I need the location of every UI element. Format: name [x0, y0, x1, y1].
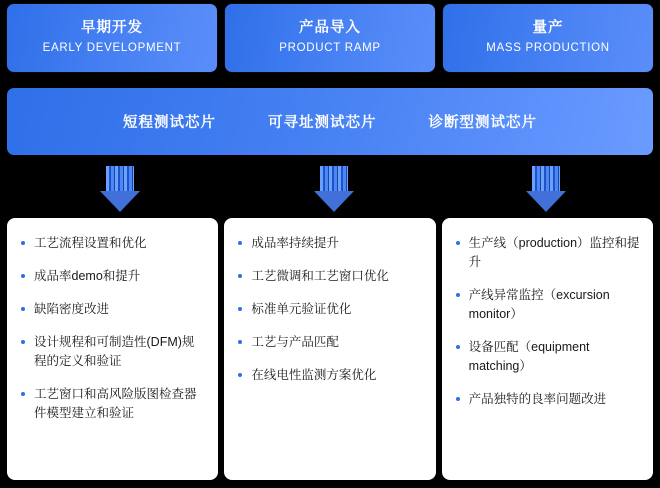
- list-item: 在线电性监测方案优化: [236, 366, 423, 385]
- list-item: 产品独特的良率问题改进: [454, 390, 641, 409]
- detail-list: [236, 234, 423, 385]
- list-item: 工艺与产品匹配: [236, 333, 423, 352]
- detail-card-product-ramp: [224, 218, 435, 480]
- phase-mass-production: [443, 4, 653, 72]
- list-item: 设计规程和可制造性(DFM)规程的定义和验证: [19, 333, 206, 371]
- phase-early-development: [7, 4, 217, 72]
- arrow-shaft: [532, 166, 560, 192]
- list-item: 缺陷密度改进: [19, 300, 206, 319]
- arrow-shaft: [106, 166, 134, 192]
- detail-card-early-development: [7, 218, 218, 480]
- list-item: 工艺微调和工艺窗口优化: [236, 267, 423, 286]
- down-arrow-icon: [526, 166, 566, 212]
- banner-item-addressable: 可寻址测试芯片: [268, 115, 377, 131]
- list-item: 生产线（production）监控和提升: [454, 234, 641, 272]
- phase-title-cn: 量产: [532, 20, 564, 37]
- list-item: 成品率demo和提升: [19, 267, 206, 286]
- list-item: 工艺流程设置和优化: [19, 234, 206, 253]
- banner-item-diagnostic: 诊断型测试芯片: [428, 115, 537, 131]
- list-item: 成品率持续提升: [236, 234, 423, 253]
- list-item: 标准单元验证优化: [236, 300, 423, 319]
- phase-header-row: [7, 4, 653, 72]
- phase-title-en: MASS PRODUCTION: [486, 42, 610, 55]
- arrow-head: [100, 191, 140, 212]
- arrow-head: [526, 191, 566, 212]
- phase-title-cn: 产品导入: [299, 20, 361, 37]
- detail-list: [19, 234, 206, 423]
- detail-card-row: [7, 218, 653, 480]
- down-arrow-icon: [314, 166, 354, 212]
- list-item: 设备匹配（equipment matching）: [454, 338, 641, 376]
- list-item: 产线异常监控（excursion monitor）: [454, 286, 641, 324]
- banner-item-short-loop: 短程测试芯片: [123, 115, 216, 131]
- arrow-row: [7, 166, 653, 214]
- arrow-shaft: [320, 166, 348, 192]
- phase-title-en: PRODUCT RAMP: [279, 42, 381, 55]
- phase-product-ramp: [225, 4, 435, 72]
- list-item: 工艺窗口和高风险版图检查器件模型建立和验证: [19, 385, 206, 423]
- down-arrow-icon: [100, 166, 140, 212]
- arrow-head: [314, 191, 354, 212]
- test-chip-banner: [7, 88, 653, 155]
- phase-title-en: EARLY DEVELOPMENT: [42, 42, 182, 55]
- detail-card-mass-production: [442, 218, 653, 480]
- detail-list: [454, 234, 641, 409]
- phase-title-cn: 早期开发: [81, 20, 143, 37]
